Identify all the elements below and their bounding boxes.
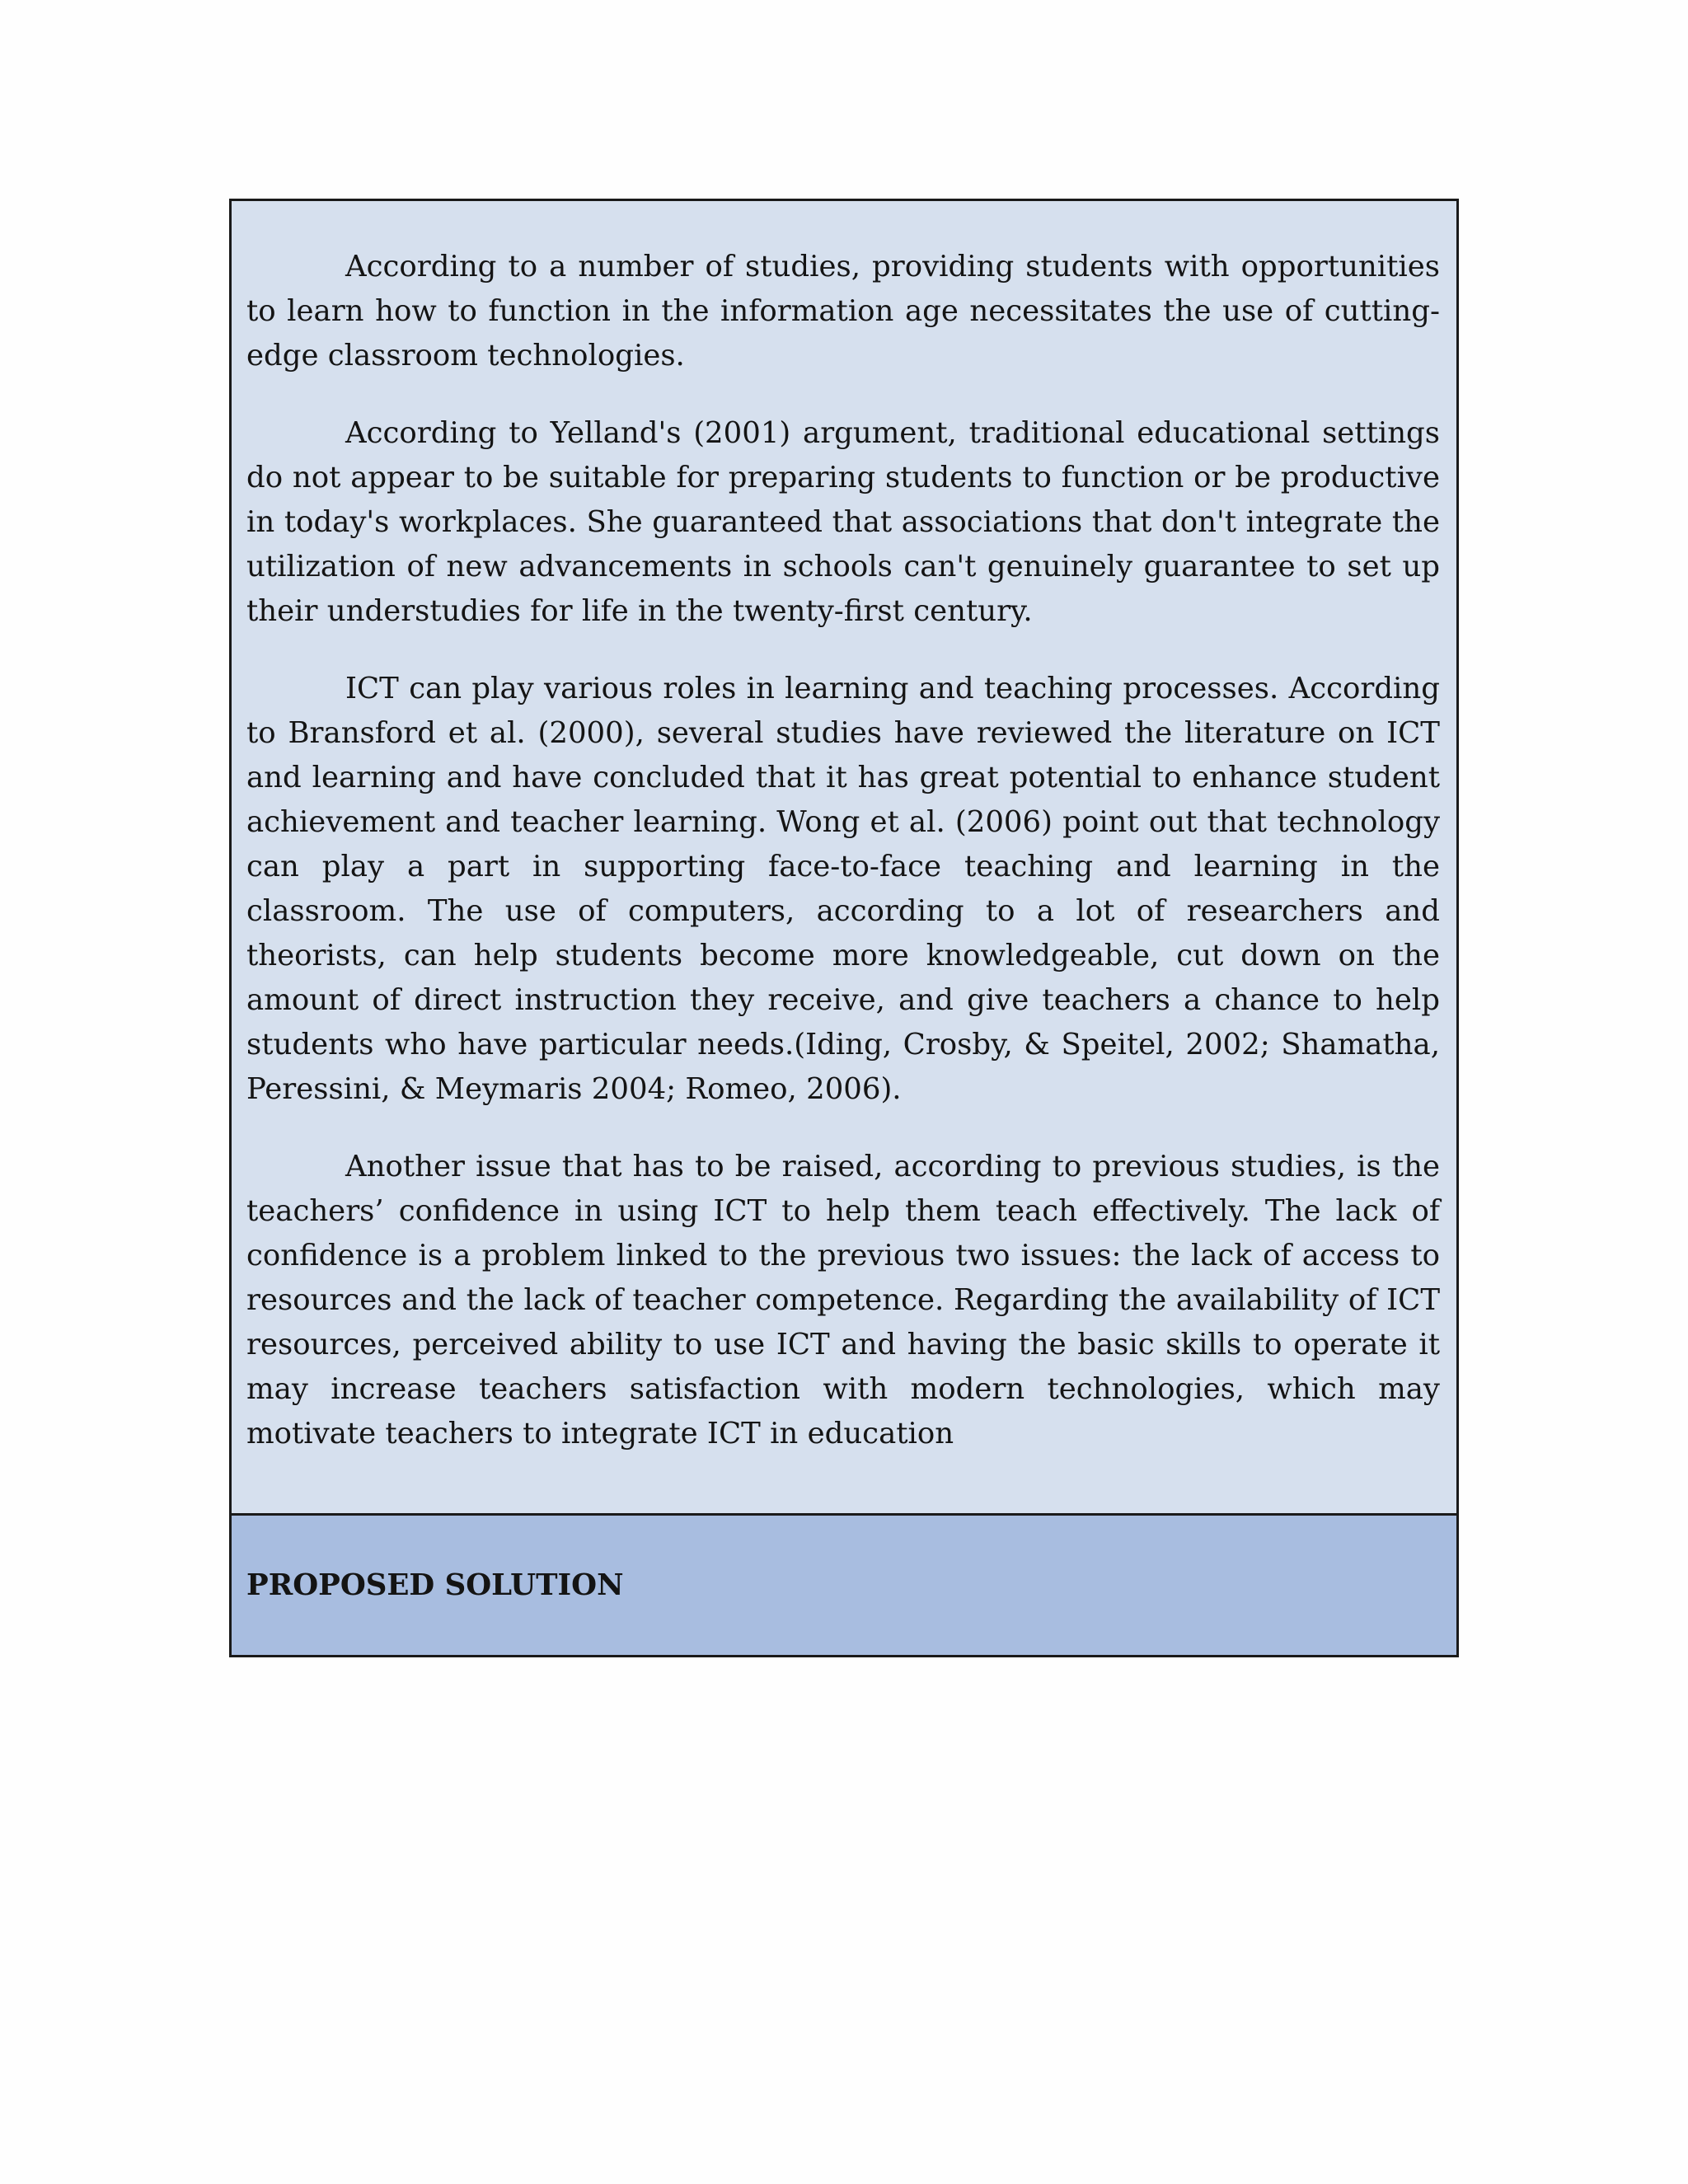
paragraph-4: Another issue that has to be raised, according to previous studies, is the teachers’ confidence in using ICT to help them teach effectively. The lack of confidence is a problem linked to the previous two issues: the lack of access to resources and the lack of teacher competence. Regarding the availability of ICT resources, perceived ability to use ICT and having the basic skills to operate it may increase teachers satisfaction with modern technologies, which may motivate teachers to integrate ICT in education (246, 1150, 1440, 1451)
section-heading: PROPOSED SOLUTION (246, 1568, 624, 1602)
proposed-solution-cell (232, 1513, 1456, 1655)
body-text-cell (232, 201, 1456, 1513)
paragraph-1: According to a number of studies, providing students with opportunities to learn how to function in the information age necessitates the use of cutting-edge classroom technologies. (246, 250, 1440, 373)
document-table (229, 199, 1459, 1657)
paragraph-3: ICT can play various roles in learning and teaching processes. According to Bransford et al. (2000), several studies have reviewed the literature on ICT and learning and have concluded that it has great potential to enhance student achievement and teacher learning. Wong et al. (2006) point out that technology can play a part in supporting face-to-face teaching and learning in the classroom. The use of computers, according to a lot of researchers and theorists, can help students become more knowledgeable, cut down on the amount of direct instruction they receive, and give teachers a chance to help students who have particular needs.(Iding, Crosby, & Speitel, 2002; Shamatha, Peressini, & Meymaris 2004; Romeo, 2006). (246, 672, 1440, 1106)
paragraph-2: According to Yelland's (2001) argument, traditional educational settings do not appear to be suitable for preparing students to function or be productive in today's workplaces. She guaranteed that associations that don't integrate the utilization of new advancements in schools can't genuinely guarantee to set up their understudies for life in the twenty-first century. (246, 416, 1440, 628)
